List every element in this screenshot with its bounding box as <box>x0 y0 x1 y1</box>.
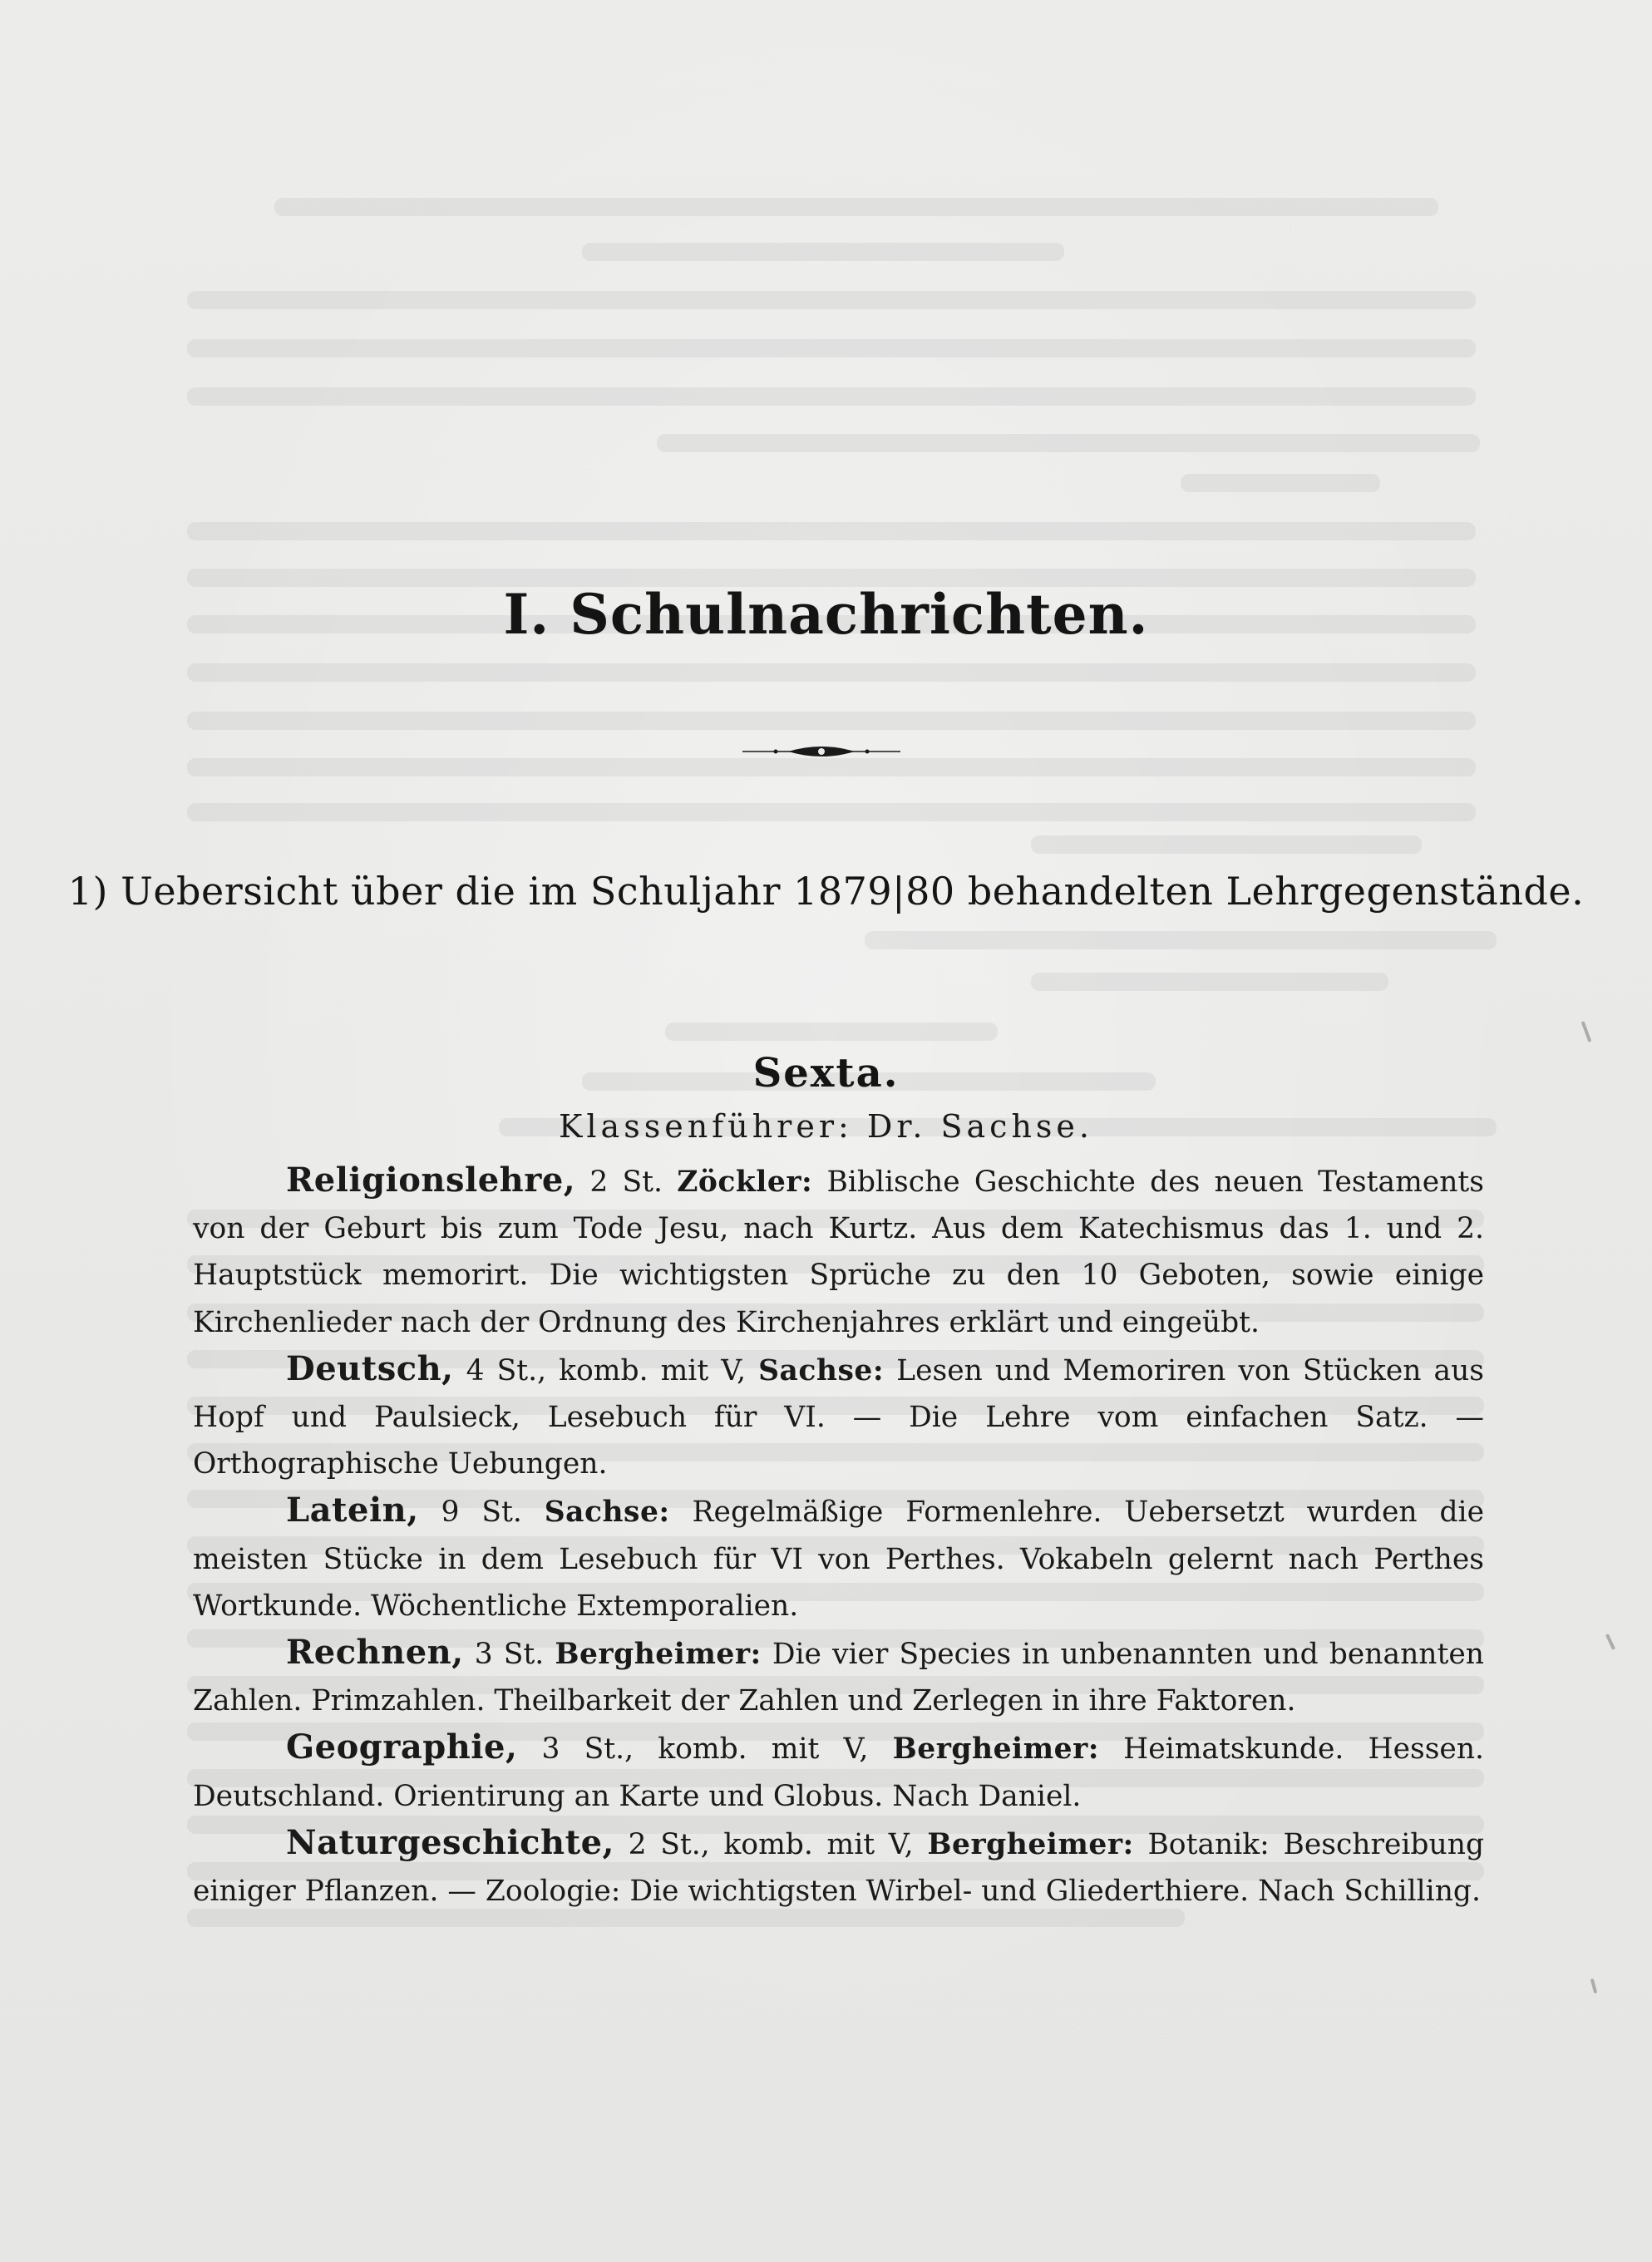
curriculum-text <box>193 1157 1484 1915</box>
subject-paragraph <box>193 1724 1484 1819</box>
subject-teacher: Bergheimer: <box>892 1732 1099 1767</box>
class-title: Sexta. <box>752 1050 900 1097</box>
subject-hours: 2 St., komb. mit V, <box>628 1827 914 1861</box>
subject-description: Die vier Species in unbenannten und benannten Zahlen. Primzahlen. Theilbarkeit der Zahlen und Zerlegen in ihre Faktoren. <box>193 1638 1485 1718</box>
subsection-heading: 1) Uebersicht über die im Schuljahr 1879|80 behandelten Lehrgegenstände. <box>67 869 1585 914</box>
subject-teacher: Zöckler: <box>677 1165 813 1199</box>
subject-teacher: Sachse: <box>544 1496 670 1530</box>
section-heading: I. Schulnachrichten. <box>503 582 1149 647</box>
subject-paragraph <box>193 1629 1484 1724</box>
subject-hours: 4 St., komb. mit V, <box>466 1353 747 1387</box>
subject-teacher: Bergheimer: <box>555 1638 762 1672</box>
subject-description: Biblische Geschichte des neuen Testaments von der Geburt bis zum Tode Jesu, nach Kurtz. Aus dem Katechismus das 1. und 2. Hauptstück memorirt. Die wichtigsten Sprüche zu den 10 Geboten, sowie einige Kirchenlieder nach der Ordnung des Kirchenjahres erklärt und eingeübt. <box>193 1165 1484 1339</box>
subject-hours: 9 St. <box>441 1496 522 1530</box>
subject-description: Botanik: Beschreibung einiger Pflanzen. — Zoologie: Die wichtigsten Wirbel- und Gliederthiere. Nach Schilling. <box>193 1827 1485 1909</box>
subject-description: Regelmäßige Formenlehre. Uebersetzt wurden die meisten Stücke in dem Lesebuch für VI von Perthes. Vokabeln gelernt nach Perthes Wortkunde. Wöchentliche Extemporalien. <box>193 1496 1485 1623</box>
subject-description: Lesen und Memoriren von Stücken aus Hopf und Paulsieck, Lesebuch für VI. — Die Lehre vom einfachen Satz. — Orthographische Uebungen. <box>193 1353 1485 1481</box>
subject-name: Geographie, <box>286 1727 518 1767</box>
subject-hours: 2 St. <box>589 1165 663 1199</box>
subject-name: Latein, <box>286 1491 419 1530</box>
ornamental-divider <box>742 742 900 761</box>
subject-paragraph <box>193 1487 1484 1629</box>
subject-name: Rechnen, <box>286 1633 464 1673</box>
subject-name: Deutsch, <box>286 1348 454 1388</box>
subject-hours: 3 St. <box>474 1638 545 1672</box>
subject-hours: 3 St., komb. mit V, <box>541 1732 869 1767</box>
subject-name: Naturgeschichte, <box>286 1822 614 1862</box>
subject-teacher: Sachse: <box>758 1353 885 1387</box>
subject-paragraph <box>193 1820 1484 1915</box>
subject-paragraph <box>193 1157 1484 1346</box>
subject-description: Heimatskunde. Hessen. Deutschland. Orientirung an Karte und Globus. Nach Daniel. <box>193 1732 1485 1813</box>
class-leader: Klassenführer: Dr. Sachse. <box>559 1108 1093 1145</box>
subject-name: Religionslehre, <box>286 1161 576 1200</box>
subject-paragraph <box>193 1346 1484 1488</box>
subject-teacher: Bergheimer: <box>927 1827 1134 1861</box>
